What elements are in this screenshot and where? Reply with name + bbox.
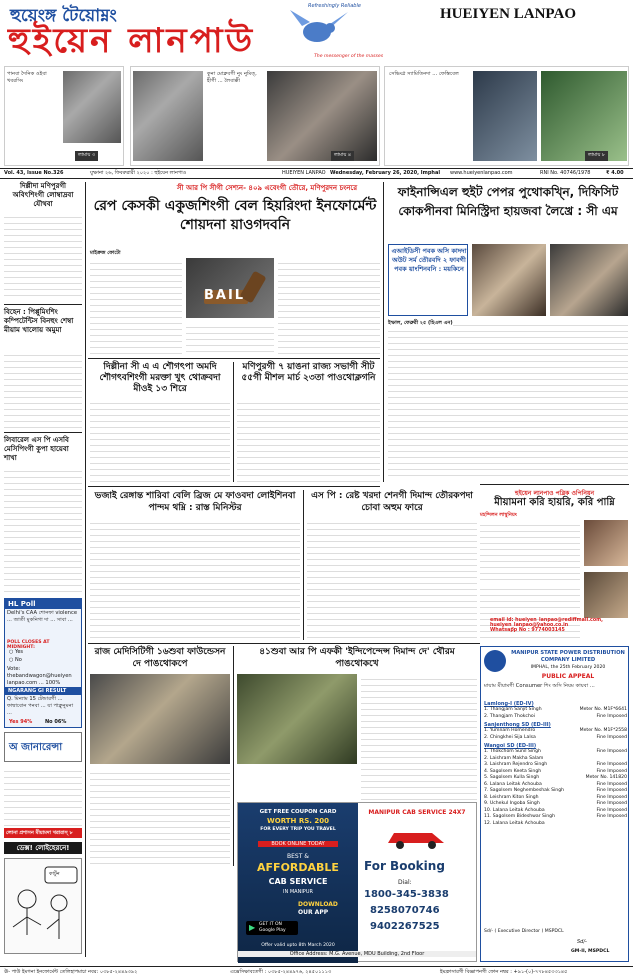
left-story-3-head: লিবারেল এস পি এসবি মেসিপিংগী কুপা হায়েবা শাখা (4, 436, 69, 462)
power-row-name: 6. Lalana Leitak Achouba (484, 781, 542, 787)
teaser-2-page: লামায় ৪ (331, 151, 354, 161)
ajaneba-logo-text: অ জানারেন্সা (9, 742, 63, 753)
warning-banner: ডেক্স! লোইহেরনে! (4, 842, 82, 854)
power-row-name: 4. Sagolsem Keeta Singh (484, 768, 542, 774)
masthead (0, 0, 633, 64)
teaser-3-text: সেভিংগ্ল স্যামিতিনদা ... ফেস্তিবেল (389, 71, 459, 77)
power-row-name: 2. Chingkhei Sija Lalsa (484, 734, 536, 740)
power-row-name: 5. Sagolsem Kulla Singh (484, 775, 540, 780)
power-ad[interactable] (480, 646, 629, 962)
sub-story-2-body (237, 398, 380, 482)
tagline-left: Refreshingly Reliable (308, 3, 361, 9)
power-row-status: Fine Imposed (596, 794, 627, 800)
power-row (484, 714, 627, 721)
dial-label: Dial: (398, 879, 412, 886)
phone-3[interactable]: 9402267525 (370, 921, 440, 932)
main-headline[interactable]: রেপ কেসকী একুজশিংগী বেল হিয়রিংদা ইনফোর্মেন্ট শোয়দনা য়াওগদবনি (93, 198, 377, 233)
teaser-2[interactable] (130, 66, 380, 166)
volume-issue: Vol. 43, Issue No.326 (4, 170, 64, 176)
hl-poll-no-option[interactable] (9, 657, 22, 663)
ajaneba-logo (4, 732, 82, 762)
sub-story-4-body (307, 518, 477, 640)
power-row-name: 1. Thangjam Sanjit Singh (484, 707, 542, 712)
power-section-title: Sanjenthong SD (ED-III) (484, 722, 551, 728)
opinion-contact[interactable] (490, 618, 629, 640)
hl-result-yes: Yes 94% (9, 719, 33, 725)
download-label: DOWNLOAD (298, 901, 338, 908)
tagline-right: The messenger of the masses (314, 54, 384, 59)
power-row-name: 11. Sagolsem Bideshwar Singh (484, 814, 555, 819)
sub-story-5[interactable] (90, 646, 230, 866)
power-appeal: PUBLIC APPEAL (541, 673, 595, 680)
for-booking: For Booking (364, 859, 445, 873)
masthead-title-big: হুইয়েন লানপাউ (8, 21, 256, 61)
cab-brand: MANIPUR CAB SERVICE 24X7 (368, 809, 466, 816)
left-divider-2 (4, 432, 82, 433)
left-story-1-head: দিল্লীদা মণিপুরগী অবিৎশিংগী লোম্বাদ্রবা যৌথবা (12, 182, 74, 208)
column-rule-right (383, 182, 384, 482)
sub-story-6-head: ৪১শুবা আর পি এফকী 'ইন্দিপেন্দেন্স দিমান্দ দে' থৌরম পাঙথোকখে (259, 647, 455, 669)
opinion-photo-2 (584, 572, 628, 618)
power-section-title: Wangoi SD (ED-III) (484, 743, 537, 749)
coupon-line-3: FOR EVERY TRIP YOU TRAVEL (260, 827, 336, 832)
sub-story-3-body (90, 518, 300, 640)
power-row-name: 1. Thokchom Sunil Singh (484, 749, 541, 754)
power-row-status: Fine Imposed (596, 713, 627, 719)
power-row-name: 2. Laishram Makha Salam (484, 755, 544, 761)
hl-poll-yes-option[interactable] (9, 649, 23, 655)
sub-story-6-photo (237, 674, 357, 764)
hl-poll-question: Delhi's CAA শোনফা violence ... জাতী মুকনিগা দা ... সাবা ... (7, 610, 78, 623)
hl-result-no: No 06% (45, 719, 67, 725)
teaser-1-text: পানবা দৈনিক ওইবা খবরসিং (7, 71, 47, 84)
sub-story-5-photo (90, 674, 230, 764)
power-row-status: Fine Imposed (596, 781, 627, 787)
power-row (484, 735, 627, 742)
main-story-col-3 (278, 258, 380, 354)
dateline-web[interactable]: www.hueiyenlanpao.com (450, 170, 513, 176)
power-row-name: 3. Laishram Rejendro Singh (484, 762, 548, 767)
sub-story-1[interactable] (90, 362, 230, 482)
sub-story-5-head: রাজ মেদিসিটিগী ১৬শুবা ফাউন্ডেসন দে পাঙথোকপে (94, 647, 226, 669)
main-story-col-2 (186, 322, 274, 354)
power-row (484, 821, 627, 828)
best-label: BEST & (287, 853, 309, 860)
poll-yes-label: Yes (14, 649, 24, 655)
sub-divider-v3 (233, 646, 234, 866)
hl-poll-vote[interactable]: Vote: thebandwagon@hueiyen lanpao.com ... 100% (7, 666, 72, 686)
teaser-3-photo-left (473, 71, 537, 161)
teaser-1-photo (63, 71, 121, 143)
google-play-label: GET IT ON Google Play (259, 922, 286, 933)
sub-story-3-head: ভজাই রেঙ্গান্ত শারিবা বেলি ব্রিজ মে ফাওবদা লোইশিনবা পান্দম থম্নি : রাস্ত মিনিস্টর (94, 491, 296, 513)
offer-valid: Offer valid upto 8th March 2020 (261, 943, 335, 948)
hl-result-text: Q. মিন্যাম 15 টেন্ডারগী ... ফাম্বাবোন পনবা ... যা পাক্লুনুমনা ... (7, 696, 74, 716)
main-divider (88, 358, 380, 359)
right-box-head: এআইডিসী পবক অসি কাদদা অউট সর্ম তৌরবদি ২ ফাবগী পবক য়াংশিনবনি : ময়কিনে (391, 247, 467, 273)
column-rule-left (85, 182, 86, 957)
opinion-body (480, 520, 580, 580)
footer-right: ইমফ্রাসারগী বিজ্ঞাপনগী ফোন নম্বর : +৯১-(০)-৭৭৮৪৫৩৩১৪৫ (440, 969, 568, 975)
power-row-status: Fine Imposed (596, 734, 627, 740)
teaser-3-page: লামায় ৮ (585, 151, 608, 161)
dateline-beng: যুম্ফানা ২৬, ফিবরুৱারী ২০২০ : হুইয়েন লানপাও (90, 170, 187, 176)
cab-ad[interactable] (237, 802, 477, 962)
power-row-status: Meter No. 141820 (585, 775, 627, 780)
cartoon (4, 858, 82, 954)
power-row-status: Fine Imposed (596, 807, 627, 813)
opinion-whatsapp[interactable]: Whatsapp No : 9774003145 (490, 628, 565, 633)
dateline-eng: HUEIYEN LANPAO (282, 170, 326, 176)
power-logo-icon (484, 650, 506, 672)
red-strip: লোনা প্রশাসন মীয়ামদা খরারাস্ ৮ (4, 828, 82, 838)
power-company-sub: IMPHAL, the 25th February 2020 (530, 665, 606, 670)
opinion-email-yahoo[interactable]: hueiyen_lanpao@yahoo.co.in (490, 623, 569, 628)
power-section-title: Lamlong-I (ED-IV) (484, 701, 534, 707)
sub-divider-h2 (88, 643, 480, 644)
masthead-english-title: HUEIYEN LANPAO (440, 6, 576, 22)
sub-story-5-body (90, 768, 230, 866)
power-intro: মায়াম মীয়ামগী Consumer শিং অসি নিয়ম কায়বা ... (484, 683, 595, 689)
teaser-3-photo-right (541, 71, 627, 161)
dateline-bar (0, 168, 633, 179)
phone-2[interactable]: 8258070746 (370, 905, 440, 916)
sub-story-6-body (361, 674, 477, 800)
left-story-4[interactable] (4, 766, 82, 826)
power-company: MANIPUR STATE POWER DISTRIBUTION COMPANY LIMITED (511, 650, 625, 663)
teaser-1[interactable] (4, 66, 124, 166)
dove-logo (282, 6, 352, 50)
left-story-3-body (4, 466, 82, 594)
sub-divider-h1 (88, 486, 380, 487)
cab-ad-right (358, 803, 476, 961)
right-box[interactable] (388, 244, 468, 316)
opinion-email[interactable]: email id: hueiyen_lanpao@rediffmail.com, (490, 618, 603, 623)
coupon-line-2: WORTH RS. 200 (267, 817, 329, 825)
phone-1[interactable]: 1800-345-3838 (364, 889, 449, 900)
opinion-title: মীয়ামনা করি হায়রি, করি পাম্নি (494, 497, 615, 508)
sub-story-4[interactable] (307, 490, 477, 640)
power-row-status: Fine Imposed (596, 762, 627, 767)
left-story-2[interactable] (4, 308, 82, 430)
dateline-date: Wednesday, February 26, 2020, Imphal (330, 170, 441, 176)
bail-image (186, 258, 274, 318)
teaser-3[interactable] (384, 66, 629, 166)
left-story-3[interactable] (4, 436, 82, 596)
cab-service-label: CAB SERVICE (268, 877, 328, 886)
left-story-2-head: বিহেন : পিপ্পুমিংশিং কম্পিটেন্টিস বিনহুং শেম্বা মীয়াম খালোয় অমুমা (4, 308, 74, 334)
sub-story-4-head: এস পি : রেষ্ট খরদা শেনগী দিমান্দ তৌরকপদা চোবা অহুম ফারে (311, 491, 473, 513)
sub-story-2-head: মণিপুরগী ৭ য়াঙনা রাজ্য সভাগী সীট ৫৫গী মীশল মার্চ ২৩তা পাওথোক্লগনি (241, 362, 376, 383)
sub-story-1-body (90, 398, 230, 482)
book-online: BOOK ONLINE TODAY (258, 841, 338, 847)
sub-story-3[interactable] (90, 490, 300, 640)
office-address: Office Address: M.G. Avenue, MDU Building, 2nd Floor (238, 951, 476, 957)
power-sections (484, 699, 627, 927)
radio-icon: ○ (9, 649, 15, 655)
main-kicker: সী আর পি সীগী সেশ্যন- ৪০৯ এবেংগী তৌরে, মণিপুরদন চংনরে (160, 182, 374, 194)
cab-ad-left (238, 803, 358, 963)
our-app-label: OUR APP (298, 909, 329, 916)
column-rule-mid (303, 490, 304, 640)
power-signature: Sd/- (577, 939, 587, 945)
right-divider (480, 484, 629, 485)
power-gm: GM-II, MSPDCL (571, 949, 610, 954)
affordable-label: AFFORDABLE (257, 861, 339, 874)
hl-poll-box (4, 598, 82, 728)
power-row-name: 7. Sagolsem Neghembeshak Singh (484, 788, 565, 793)
teaser-2-text: কুনা মোক্লবগী নুং নুমিত্, হীগী ... লৈবাক্কী (207, 71, 257, 84)
right-story-body (388, 320, 628, 480)
sub-story-1-head: দিল্লীনা সী এ এ শৌগৎপা অমদি শৌগৎবশিংগী মরক্তা খুৎ থোক্রবদা মীওই ১৩ শিরে (99, 362, 221, 394)
cartoon-label: কার্টুন (49, 871, 60, 877)
right-story-dateline: ইম্ফাল, ফেব্রুরী ২৫ (হিএল এন) (388, 320, 453, 326)
hl-poll-closing: POLL CLOSES AT MIDNIGHT: (7, 640, 50, 650)
power-row-status: Meter No. M1F*2558 (579, 728, 627, 733)
power-row-name: 12. Lalana Leitak Achouba (484, 820, 545, 826)
teaser-2-photo-left (133, 71, 203, 161)
power-row-name: 9. Uchekul Ingoba Singh (484, 801, 540, 806)
footer-bar (0, 966, 633, 977)
teaser-2-photo-right (267, 71, 377, 161)
hl-result-title: NGARANG GI RESULT (5, 687, 81, 695)
left-story-1-body (4, 212, 82, 300)
car-icon (382, 825, 452, 849)
radio-icon: ○ (9, 657, 15, 663)
main-story-col-1 (90, 258, 182, 354)
dateline-rni: RNI No. 40746/1978 (540, 170, 591, 176)
power-row-status: Fine Imposed (596, 814, 627, 819)
main-byline: মাইক্রজ ফোটো (90, 250, 121, 256)
in-manipur-label: IN MANIPUR (283, 889, 313, 895)
left-story-2-body (4, 350, 82, 428)
power-row-status: Fine Imposed (596, 801, 627, 806)
footer-center: এক্সেসিক্ষাবতেগী : ০৩৮৫-২৪৪৯৭৬, ২৪৫০১১১৩ (230, 969, 332, 975)
google-play-button[interactable] (246, 921, 298, 935)
power-row-status: Fine Imposed (596, 768, 627, 774)
footer-left: ঊ- পাউ ইমগনা ইনফোর্মেন্ট তেলিহাপমাচা নবর: ০৩৮৫-২৪৪৯৩৯২ (4, 969, 138, 975)
teaser-1-page: লামায় ৩ (75, 151, 98, 161)
dateline-price: ₹ 4.00 (606, 170, 624, 176)
power-row-status: Meter No. M1F*6641 (579, 707, 627, 712)
teaser-strip (0, 66, 633, 166)
opinion-photo-1 (584, 520, 628, 566)
hl-poll-title: HL Poll (5, 599, 81, 609)
opinion-head: হুইয়েন লানপাও পব্লিক ওপিনিয়ন (514, 490, 595, 497)
power-row-name: 1. Yumnam Homendro (484, 728, 536, 733)
play-icon: ▶ (249, 923, 256, 932)
poll-no-label: No (14, 657, 22, 663)
left-story-1[interactable] (4, 182, 82, 302)
right-headline[interactable]: ফাইনান্সিএল হুইট পেপর পুথোকখ্নি, দিফিসিট কোকপীনবা মিনিস্ট্রিদা হায়জবা লৈখ্রে : সী এম (397, 185, 619, 218)
power-footer: Sd/- ( Executive Director ) MSPDCL (484, 929, 564, 934)
power-row-name: 2. Thangjam Thokchoi (484, 713, 535, 719)
sub-story-2[interactable] (237, 362, 380, 482)
cm-photo-2 (550, 244, 628, 316)
sub-story-6[interactable] (237, 646, 477, 800)
sub-divider-v1 (233, 362, 234, 482)
power-row-name: 8. Leishram Kiton Singh (484, 794, 539, 800)
power-row-status: Fine Imposed (596, 788, 627, 793)
power-row-status: Fine Imposed (596, 749, 627, 754)
masthead-title-small: হুয়েংঙ্গ টৈয়োম্নং (10, 6, 117, 26)
opinion-sub: মহন্দিলন লাম্বুনিয়ং (480, 512, 517, 518)
left-divider-1 (4, 304, 82, 305)
coupon-line-1: GET FREE COUPON CARD (259, 809, 337, 815)
power-row-name: 10. Lalana Leitak Achouba (484, 807, 545, 813)
bail-label: BAIL (204, 288, 246, 303)
cm-photo-1 (472, 244, 546, 316)
left-column (4, 182, 82, 957)
